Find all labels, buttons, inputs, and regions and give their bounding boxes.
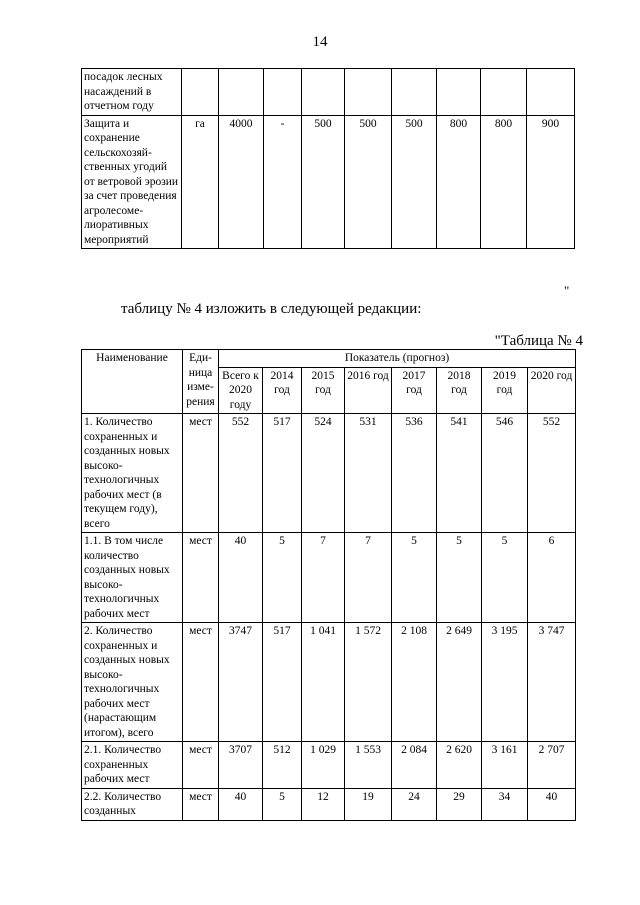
row-value: 524	[302, 414, 345, 533]
table-row	[82, 414, 576, 533]
row-value: 900	[527, 115, 575, 249]
row-value: 40	[219, 788, 263, 820]
row-value: 6	[528, 533, 576, 623]
row-value	[345, 69, 392, 116]
row-name: посадок лесных насаждений в отчетном году	[82, 69, 182, 116]
row-name: Защита и сохранение сельскохозяй-ственных угодий от ветровой эрозии за счет проведения агролесоме-лиоративных мероприятий	[82, 115, 182, 249]
header-column: 2014 год	[263, 367, 302, 414]
row-unit: мест	[183, 533, 219, 623]
row-value: 40	[528, 788, 576, 820]
row-value: -	[264, 115, 302, 249]
header-column: 2017 год	[392, 367, 437, 414]
row-value: 29	[437, 788, 482, 820]
row-value: 5	[263, 533, 302, 623]
page-number: 14	[312, 34, 328, 50]
row-value: 512	[263, 742, 302, 789]
header-column: 2015 год	[302, 367, 345, 414]
row-unit: мест	[183, 414, 219, 533]
header-indicator-group: Показатель (прогноз)	[219, 350, 576, 368]
row-value: 2 620	[437, 742, 482, 789]
row-value: 500	[392, 115, 437, 249]
row-value: 1 572	[345, 623, 392, 742]
row-name: 2. Количество сохраненных и созданных новых высоко-технологичных рабочих мест (нарастающим итогом), всего	[82, 623, 183, 742]
continued-table-body	[82, 69, 575, 249]
table-header-row	[82, 350, 576, 368]
row-value: 500	[302, 115, 345, 249]
row-value: 1 041	[302, 623, 345, 742]
header-unit: Еди-ница изме-рения	[183, 350, 219, 414]
instruction-text: таблицу № 4 изложить в следующей редакции:	[121, 301, 422, 317]
row-value: 552	[528, 414, 576, 533]
row-value: 3 161	[482, 742, 528, 789]
row-value: 24	[392, 788, 437, 820]
row-unit: мест	[183, 623, 219, 742]
row-unit: га	[182, 115, 219, 249]
row-name: 2.2. Количество созданных	[82, 788, 183, 820]
row-unit: мест	[183, 742, 219, 789]
table-row	[82, 115, 575, 249]
row-value: 2 084	[392, 742, 437, 789]
row-value: 40	[219, 533, 263, 623]
header-column: 2020 год	[528, 367, 576, 414]
row-value: 3 195	[482, 623, 528, 742]
table-caption: "Таблица № 4	[494, 333, 583, 349]
row-value: 4000	[219, 115, 264, 249]
table-row	[82, 533, 576, 623]
row-value: 5	[263, 788, 302, 820]
row-value: 517	[263, 623, 302, 742]
table-4-body	[82, 414, 576, 821]
header-column: 2016 год	[345, 367, 392, 414]
row-value	[481, 69, 527, 116]
row-value: 5	[392, 533, 437, 623]
row-value	[264, 69, 302, 116]
table-row	[82, 742, 576, 789]
closing-quote: "	[564, 283, 570, 298]
row-value: 536	[392, 414, 437, 533]
row-value: 517	[263, 414, 302, 533]
row-value: 12	[302, 788, 345, 820]
row-value: 2 108	[392, 623, 437, 742]
row-value: 541	[437, 414, 482, 533]
row-unit: мест	[183, 788, 219, 820]
row-value	[392, 69, 437, 116]
row-value	[302, 69, 345, 116]
row-name: 2.1. Количество сохраненных рабочих мест	[82, 742, 183, 789]
row-value: 546	[482, 414, 528, 533]
row-value: 19	[345, 788, 392, 820]
header-column: 2018 год	[437, 367, 482, 414]
row-value: 2 649	[437, 623, 482, 742]
table-4	[81, 349, 576, 821]
row-value	[437, 69, 481, 116]
row-value: 2 707	[528, 742, 576, 789]
table-row	[82, 623, 576, 742]
row-unit	[182, 69, 219, 116]
row-value	[527, 69, 575, 116]
row-name: 1.1. В том числе количество созданных новых высоко-технологичных рабочих мест	[82, 533, 183, 623]
header-column: 2019 год	[482, 367, 528, 414]
table-row	[82, 69, 575, 116]
row-value: 3707	[219, 742, 263, 789]
row-value: 531	[345, 414, 392, 533]
row-value: 500	[345, 115, 392, 249]
row-value: 5	[482, 533, 528, 623]
row-value: 552	[219, 414, 263, 533]
row-value: 34	[482, 788, 528, 820]
continued-table	[81, 68, 575, 249]
row-value: 3747	[219, 623, 263, 742]
header-name: Наименование	[82, 350, 183, 414]
row-name: 1. Количество сохраненных и созданных новых высоко-технологичных рабочих мест (в текущем году), всего	[82, 414, 183, 533]
row-value: 800	[437, 115, 481, 249]
row-value: 5	[437, 533, 482, 623]
row-value: 1 553	[345, 742, 392, 789]
row-value: 800	[481, 115, 527, 249]
table-row	[82, 788, 576, 820]
header-column: Всего к 2020 году	[219, 367, 263, 414]
row-value: 7	[302, 533, 345, 623]
row-value: 1 029	[302, 742, 345, 789]
row-value	[219, 69, 264, 116]
row-value: 3 747	[528, 623, 576, 742]
row-value: 7	[345, 533, 392, 623]
